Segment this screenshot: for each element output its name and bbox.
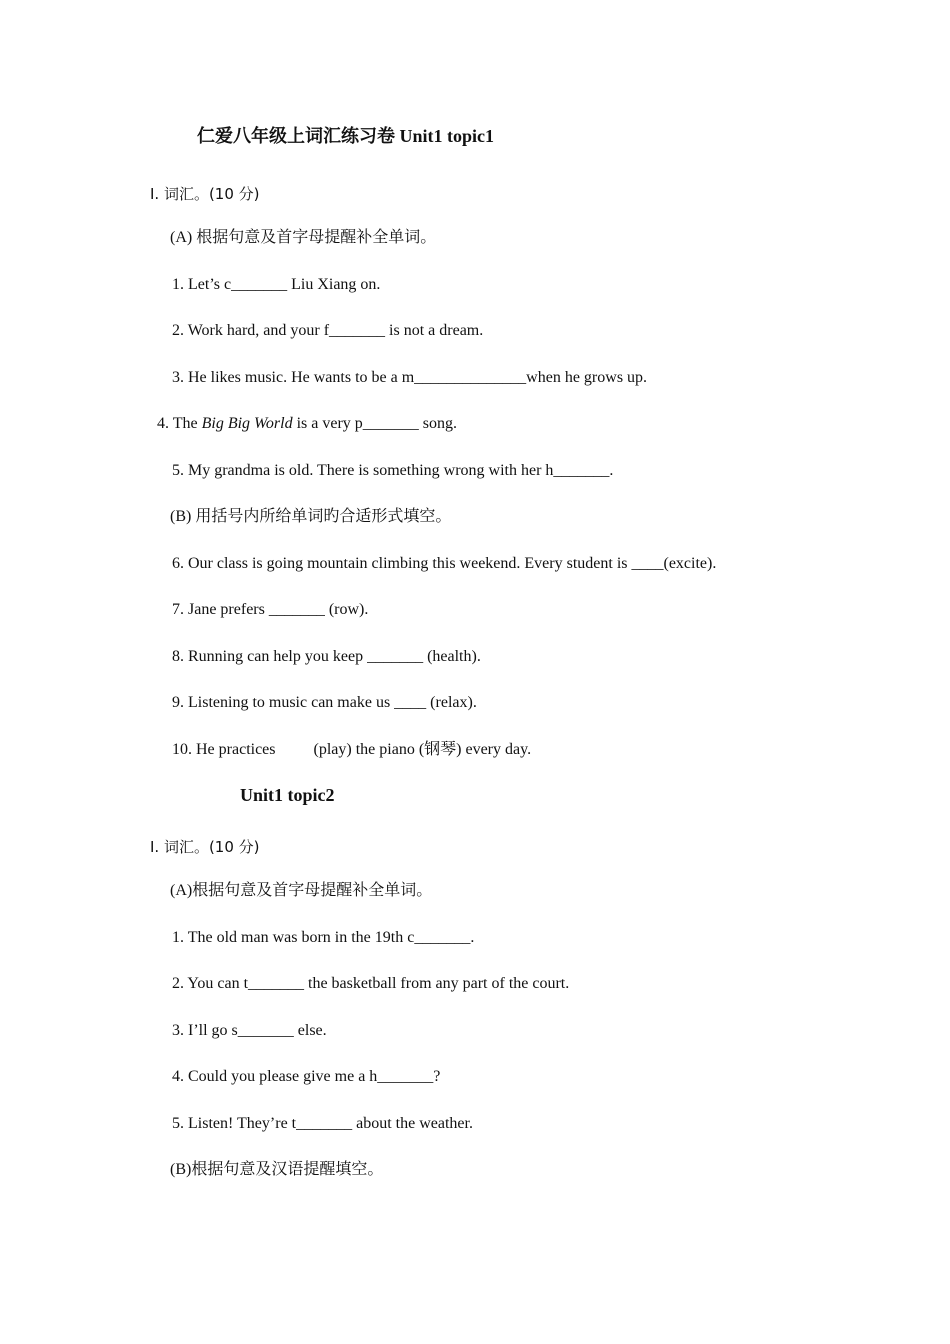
question-5: 5. My grandma is old. There is something wrong with her h_______.	[172, 462, 614, 479]
page-title: 仁爱八年级上词汇练习卷 Unit1 topic1	[197, 126, 494, 146]
part-a-instruction: (A) 根据句意及首字母提醒补全单词。	[170, 229, 437, 246]
question-10-prefix: 10. He practices	[172, 741, 276, 758]
question-4-song-title: Big Big World	[201, 415, 293, 432]
question-7: 7. Jane prefers _______ (row).	[172, 601, 369, 618]
question-1-topic2: 1. The old man was born in the 19th c_______.	[172, 929, 475, 946]
part-b-instruction: (B) 用括号内所给单词旳合适形式填空。	[170, 508, 452, 525]
question-1: 1. Let’s c_______ Liu Xiang on.	[172, 276, 381, 293]
section-heading-vocabulary-2: Ⅰ. 词汇。(10 分)	[150, 838, 260, 856]
question-5-topic2: 5. Listen! They’re t_______ about the weather.	[172, 1115, 473, 1132]
question-10	[172, 740, 531, 760]
question-4	[157, 414, 457, 434]
section-title-topic2: Unit1 topic2	[240, 785, 335, 805]
question-10-suffix: (play) the piano (钢琴) every day.	[313, 741, 532, 758]
section-heading-vocabulary: Ⅰ. 词汇。(10 分)	[150, 185, 260, 203]
part-a-instruction-2: (A)根据句意及首字母提醒补全单词。	[170, 882, 433, 899]
question-4-topic2: 4. Could you please give me a h_______?	[172, 1068, 441, 1085]
question-3: 3. He likes music. He wants to be a m______________when he grows up.	[172, 369, 648, 386]
question-6: 6. Our class is going mountain climbing this weekend. Every student is ____(excite).	[172, 555, 717, 572]
question-8: 8. Running can help you keep _______ (health).	[172, 648, 481, 665]
question-4-suffix: is a very p_______ song.	[292, 415, 457, 432]
question-9: 9. Listening to music can make us ____ (relax).	[172, 694, 477, 711]
question-2-topic2: 2. You can t_______ the basketball from any part of the court.	[172, 975, 570, 992]
question-3-topic2: 3. I’ll go s_______ else.	[172, 1022, 327, 1039]
question-4-prefix: 4. The	[157, 415, 202, 432]
question-2: 2. Work hard, and your f_______ is not a dream.	[172, 322, 484, 339]
part-b-instruction-2: (B)根据句意及汉语提醒填空。	[170, 1161, 384, 1178]
